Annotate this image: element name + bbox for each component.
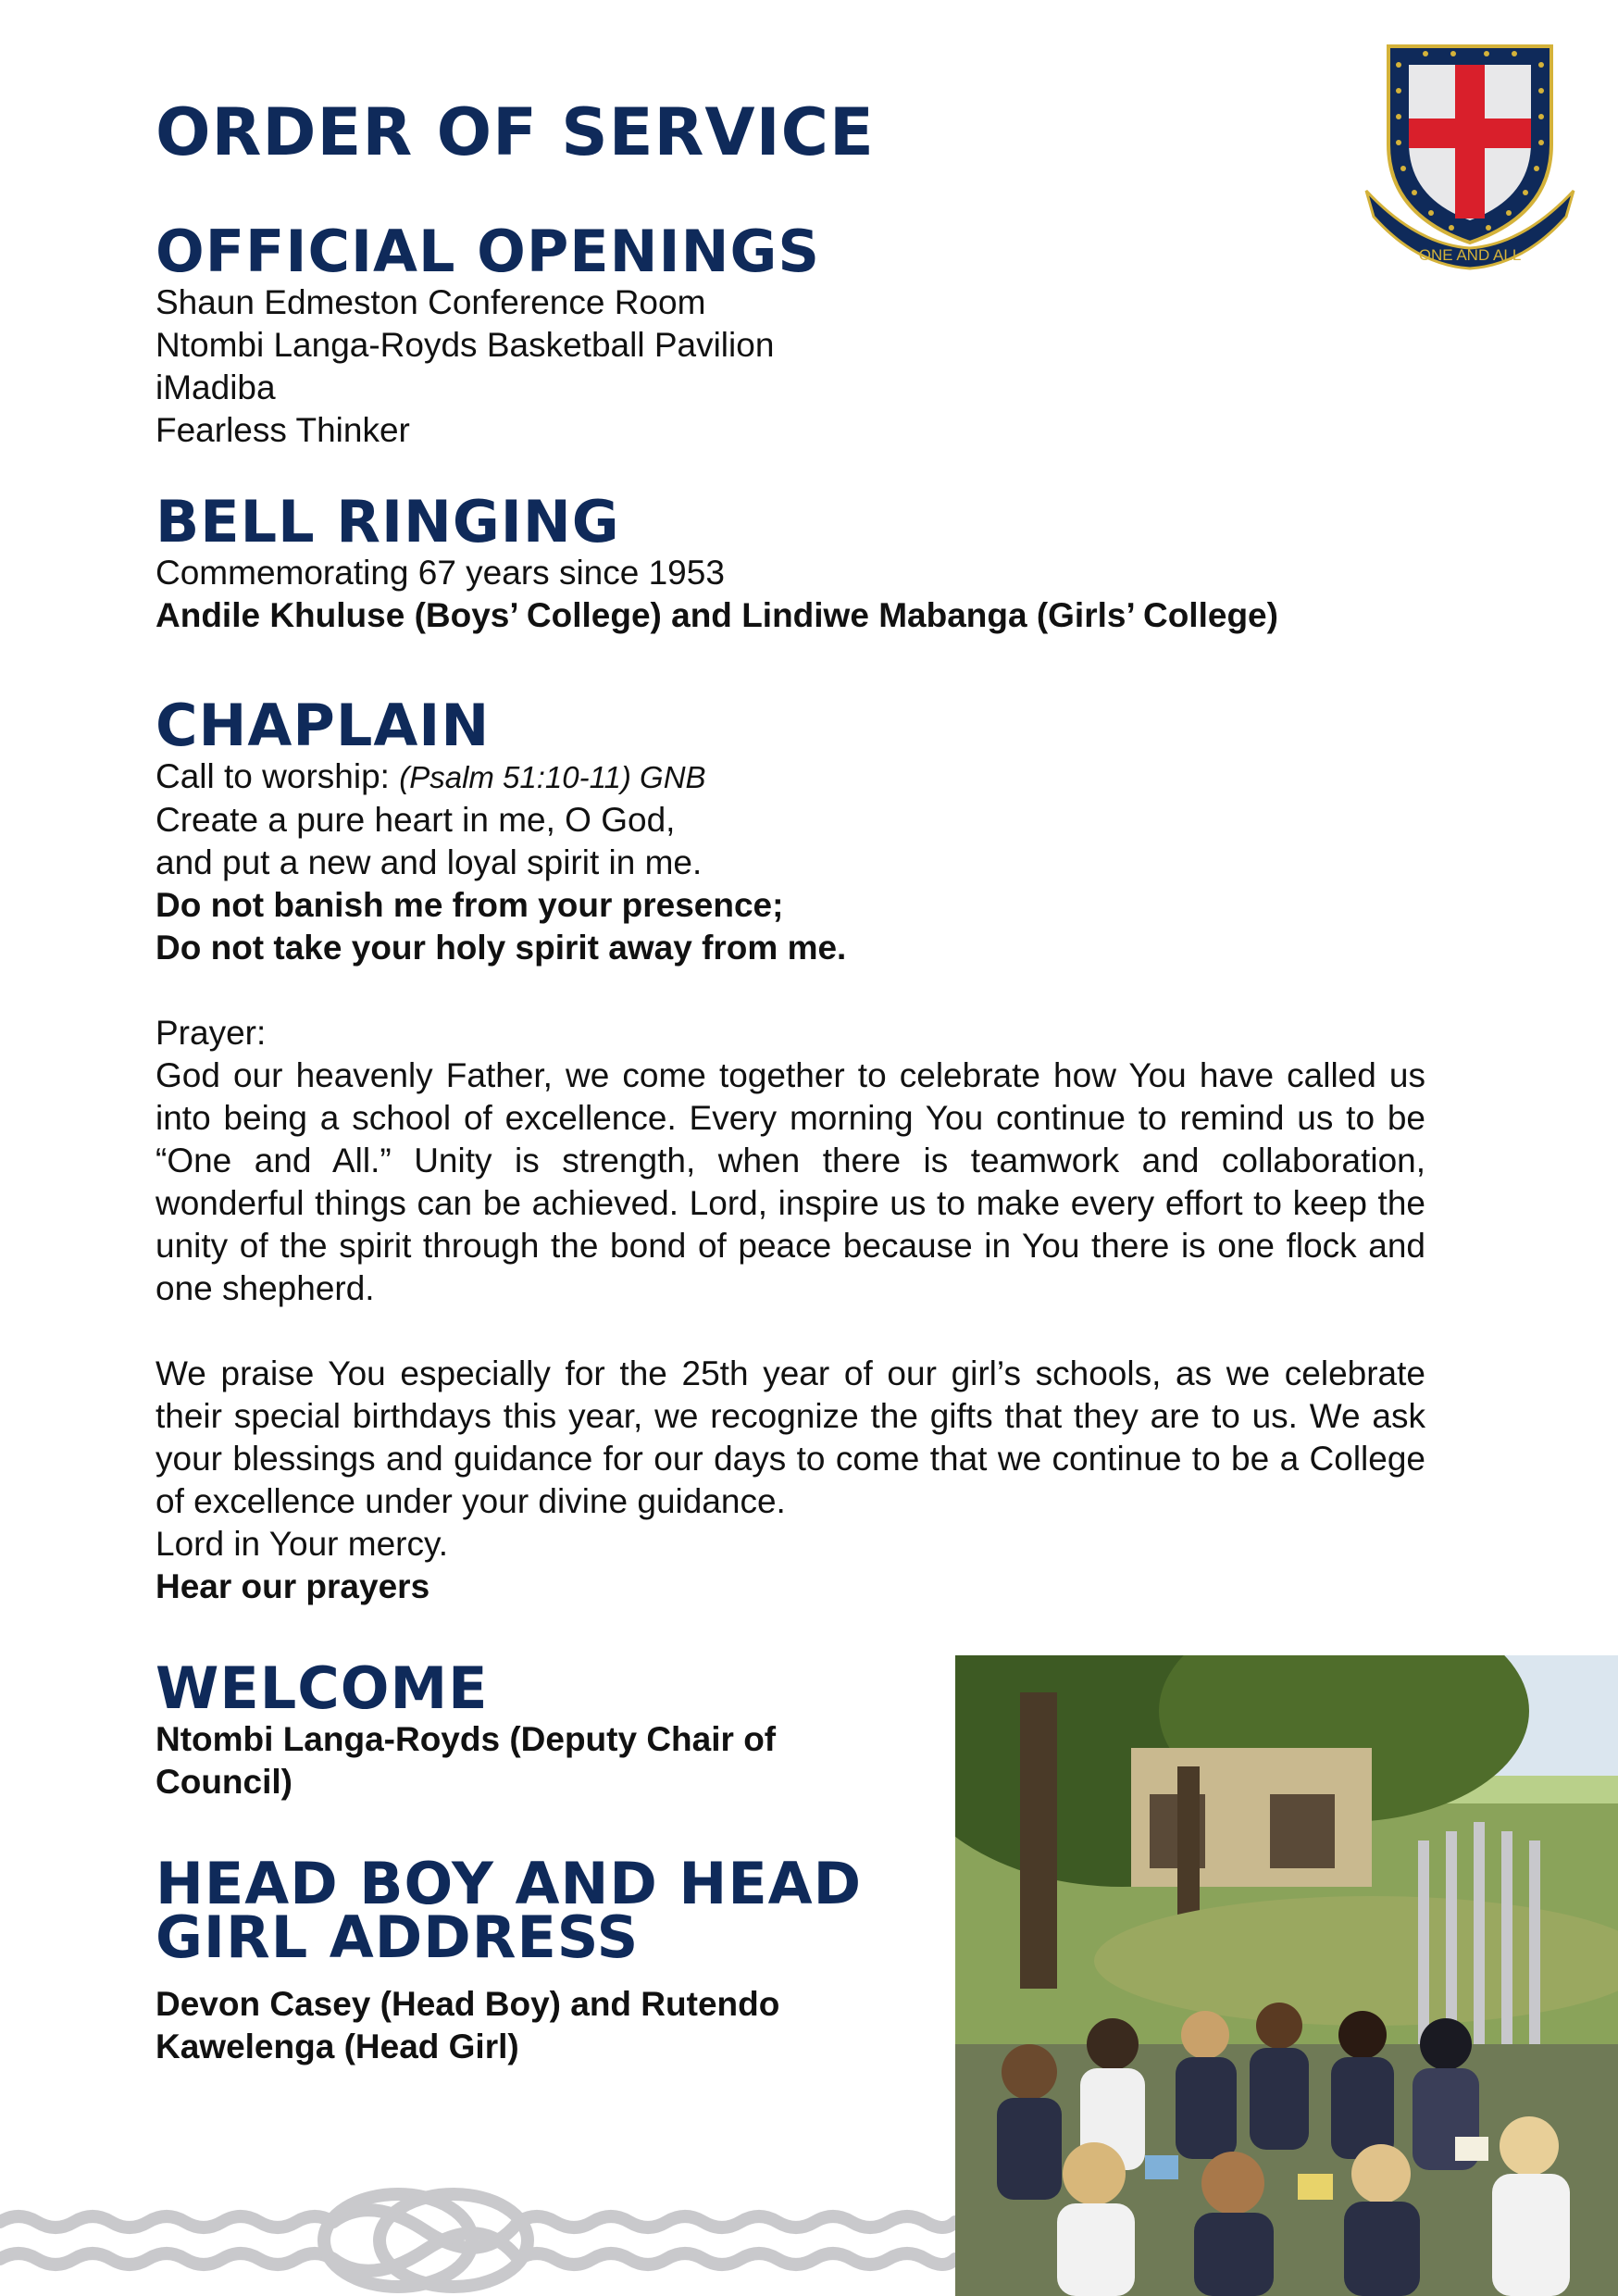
welcome-heading: WELCOME (156, 1654, 489, 1722)
opening-item: iMadiba (156, 368, 276, 406)
welcome-section (156, 1654, 933, 1803)
decorative-rope-knot (0, 2166, 955, 2296)
verse-line: and put a new and loyal spirit in me. (156, 843, 703, 881)
prayer-mercy: Lord in Your mercy. (156, 1525, 449, 1563)
official-openings-heading: OFFICIAL OPENINGS (156, 218, 821, 285)
verse-response: Do not take your holy spirit away from me. (156, 929, 847, 967)
head-address-speakers: Devon Casey (Head Boy) and Rutendo (156, 1985, 780, 2023)
prayer-paragraph: God our heavenly Father, we come together to celebrate how You have called us into being a school of excellence. Every morning You continue to remind us to be “One and All.” Unity is strength, when there is teamwork and collaboration, wonderful things can be achieved. Lord, inspire us to make every effort to keep the unity of the spirit through the bond of peace because in You there is one flock and one shepherd. (156, 1056, 1425, 1307)
head-address-section (156, 1850, 933, 2068)
welcome-speaker: Council) (156, 1763, 292, 1801)
chaplain-heading: CHAPLAIN (156, 692, 491, 759)
bell-ringing-heading: BELL RINGING (156, 488, 620, 555)
chaplain-section (156, 692, 1425, 1608)
opening-item: Fearless Thinker (156, 411, 410, 449)
head-address-heading: HEAD BOY AND HEAD GIRL ADDRESS (156, 1850, 863, 1971)
head-address-speakers: Kawelenga (Head Girl) (156, 2028, 519, 2065)
bell-ringing-section (156, 488, 1425, 637)
prayer-response: Hear our prayers (156, 1567, 430, 1605)
crest-motto: ONE AND ALL (1418, 246, 1522, 264)
prayer-paragraph: We praise You especially for the 25th year of our girl’s schools, as we celebrate their special birthdays this year, we recognize the gifts that they are to us. We ask your blessings and guidance for our days to come that we continue to be a College of excellence under your divine guidance. (156, 1354, 1425, 1520)
psalm-reference: (Psalm 51:10-11) GNB (399, 760, 706, 794)
verse-response: Do not banish me from your presence; (156, 886, 784, 924)
opening-item: Shaun Edmeston Conference Room (156, 283, 706, 321)
prayer-label: Prayer: (156, 1014, 267, 1052)
call-to-worship-label: Call to worship: (156, 757, 400, 795)
verse-line: Create a pure heart in me, O God, (156, 801, 676, 839)
bell-ringing-commemoration: Commemorating 67 years since 1953 (156, 554, 725, 592)
welcome-speaker: Ntombi Langa-Royds (Deputy Chair of (156, 1720, 777, 1758)
call-to-worship (156, 755, 1425, 799)
official-openings-section (156, 218, 1425, 452)
page-title: ORDER OF SERVICE (156, 94, 875, 170)
bell-ringers: Andile Khuluse (Boys’ College) and Lindiwe Mabanga (Girls’ College) (156, 596, 1278, 634)
students-reading-photo (955, 1655, 1618, 2296)
opening-item: Ntombi Langa-Royds Basketball Pavilion (156, 326, 775, 364)
